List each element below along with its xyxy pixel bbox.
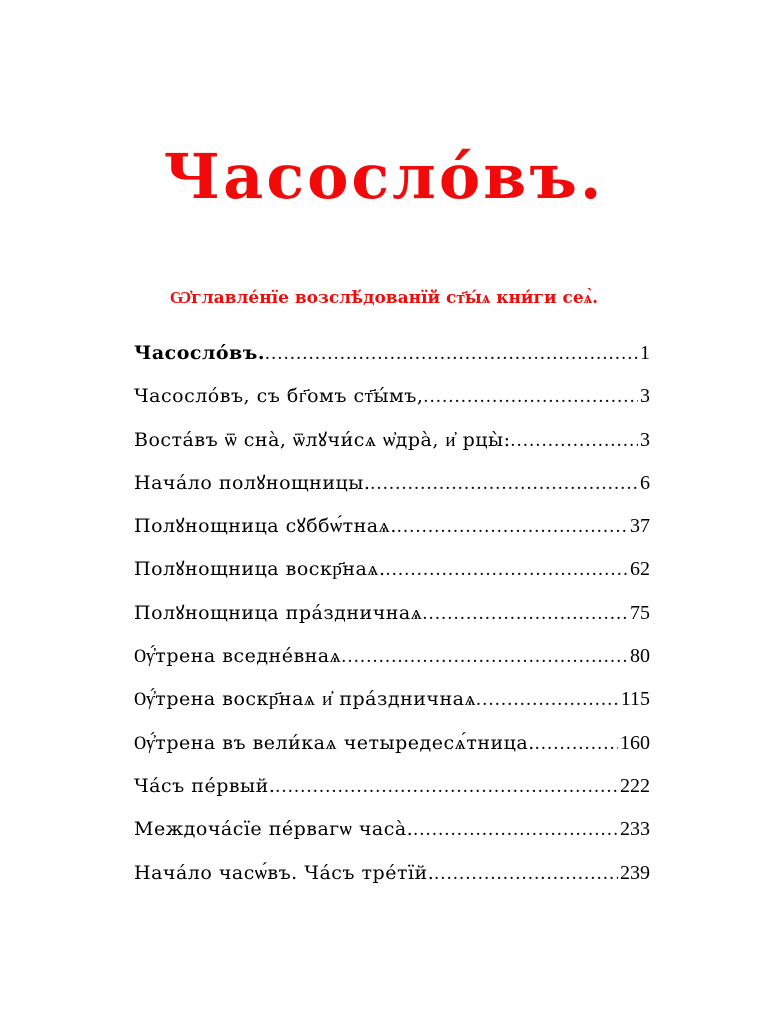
toc-entry-title: Часосло́въ. — [134, 342, 265, 364]
toc-entry-title: Часосло́въ, съ бг҃омъ ст҃ы́мъ, — [134, 385, 424, 408]
toc-page-number: 37 — [630, 515, 650, 538]
toc-entry[interactable] — [134, 332, 650, 375]
dot-leader — [535, 722, 618, 765]
toc-entry[interactable] — [134, 765, 650, 808]
toc-entry-title: Ѹ҆́трена воскр҃наѧ и҆ пра́здничнаѧ — [134, 688, 477, 711]
toc-entry[interactable] — [134, 505, 650, 548]
toc-entry-title: Воста́въ ѿ сна̀, ѿлꙋчи́сѧ ѡ҆дра̀, и҆ рцы̀: — [134, 428, 511, 451]
dot-leader — [275, 765, 618, 808]
book-title: Часосло́въ. — [163, 140, 605, 213]
toc-page-number: 222 — [620, 774, 650, 797]
toc-page-number: 3 — [640, 385, 650, 408]
toc-entry-title: Ѹ҆́трена въ вели́каѧ четыредесѧ́тница. — [134, 731, 535, 754]
dot-leader — [511, 419, 638, 462]
dot-leader — [397, 505, 628, 548]
toc-page-number: 6 — [640, 471, 650, 494]
table-of-contents — [134, 332, 650, 895]
toc-entry-title: Ѹ҆́трена вседне́внаѧ — [134, 645, 342, 668]
dot-leader — [434, 852, 618, 895]
toc-page-number: 75 — [630, 601, 650, 624]
dot-leader — [423, 375, 638, 418]
toc-page-number: 62 — [630, 558, 650, 581]
toc-entry[interactable] — [134, 592, 650, 635]
toc-entry[interactable] — [134, 678, 650, 721]
dot-leader — [370, 462, 638, 505]
toc-page-number: 80 — [630, 645, 650, 668]
dot-leader — [422, 592, 628, 635]
toc-entry-title: Полꙋнощница воскр҃наѧ. — [134, 558, 386, 581]
dot-leader — [265, 332, 638, 375]
toc-entry[interactable] — [134, 852, 650, 895]
toc-heading: Ѡ҆главле́нїе возслѣ́дованїй ст҃ы́ѧ кни́ги сеѧ̀. — [169, 288, 599, 308]
toc-entry-title: Полꙋнощница пра́здничнаѧ — [134, 601, 423, 624]
toc-entry[interactable] — [134, 635, 650, 678]
toc-entry-title: Междоча́сїе пе́рвагѡ часа̀. — [134, 818, 414, 841]
toc-page-number: 239 — [620, 861, 650, 884]
toc-entry[interactable] — [134, 808, 650, 851]
toc-page-number: 3 — [640, 428, 650, 451]
toc-entry-title: Нача́ло часѡ́въ. Ча́съ тре́тїй. — [134, 861, 435, 884]
toc-entry[interactable] — [134, 722, 650, 765]
dot-leader — [341, 635, 628, 678]
toc-page-number: 233 — [620, 818, 650, 841]
toc-entry[interactable] — [134, 419, 650, 462]
toc-entry[interactable] — [134, 375, 650, 418]
dot-leader — [413, 808, 618, 851]
toc-page-number: 115 — [620, 688, 650, 711]
toc-entry[interactable] — [134, 462, 650, 505]
toc-entry[interactable] — [134, 548, 650, 591]
toc-page-number: 160 — [620, 731, 650, 754]
toc-entry-title: Полꙋнощница сꙋббѡ́тнаѧ. — [134, 515, 397, 538]
toc-entry-title: Нача́ло полꙋнощницы. — [134, 471, 371, 494]
dot-leader — [476, 678, 619, 721]
dot-leader — [386, 548, 628, 591]
toc-entry-title: Ча́съ пе́рвый. — [134, 774, 276, 797]
toc-page-number: 1 — [640, 342, 650, 364]
